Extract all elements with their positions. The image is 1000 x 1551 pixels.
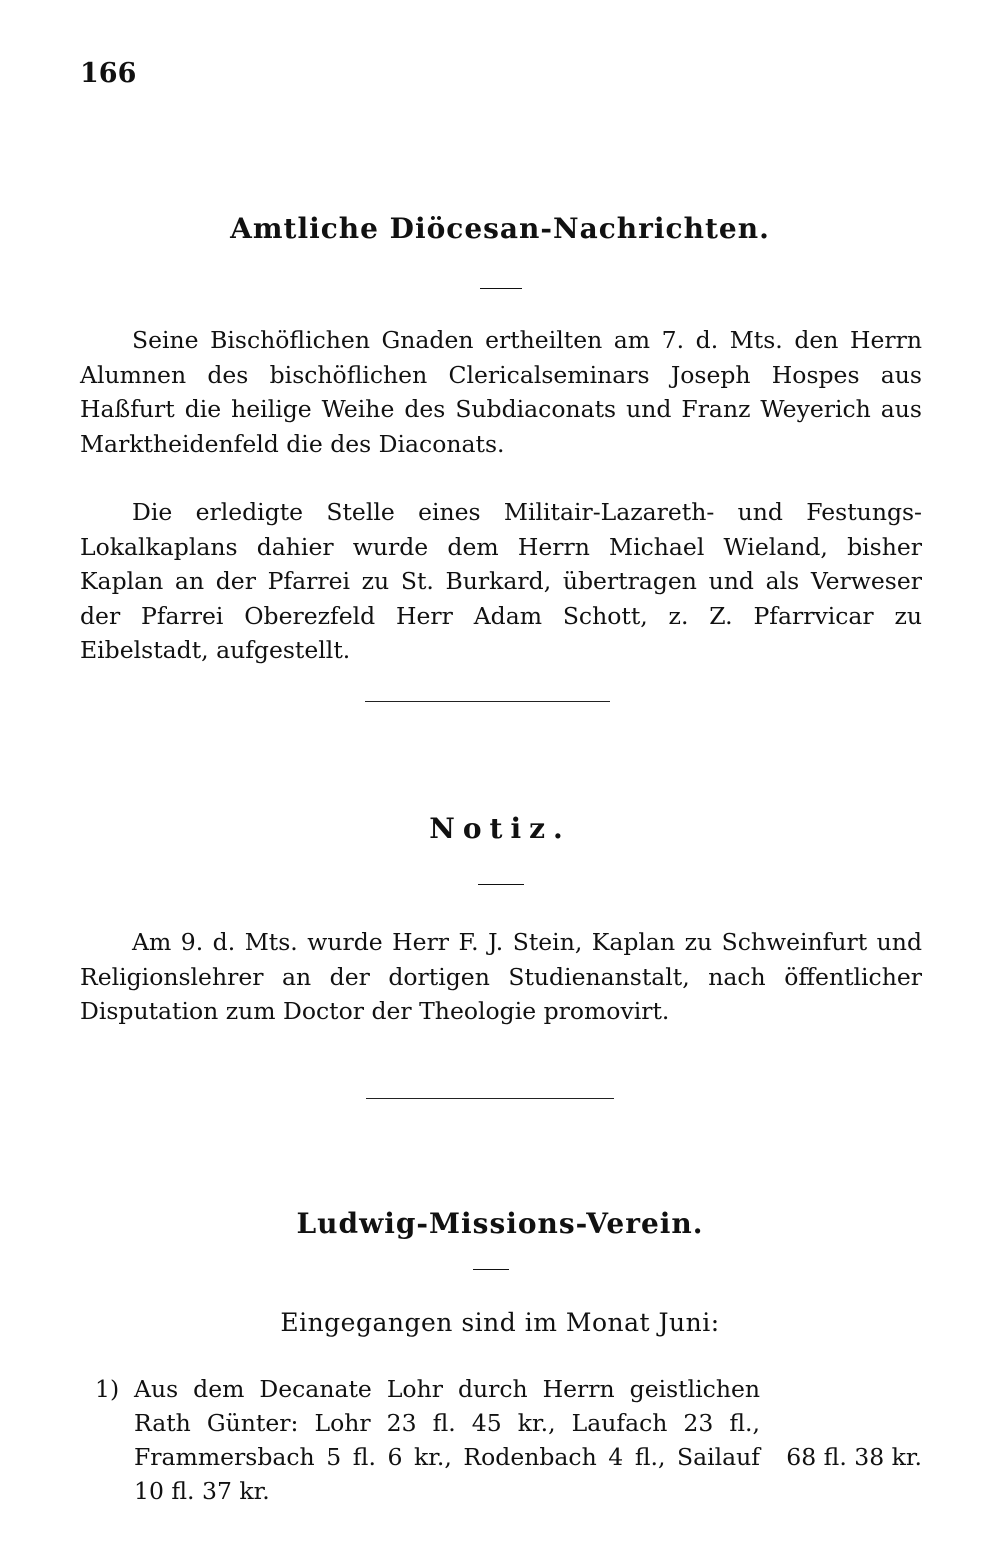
section-title-notice: Notiz. xyxy=(429,812,571,845)
list-item-amount: 68 fl. 38 kr. xyxy=(786,1443,922,1471)
list-item-number: 1) xyxy=(95,1375,120,1403)
section-divider xyxy=(365,701,610,702)
paragraph-doctorate: Am 9. d. Mts. wurde Herr F. J. Stein, Kaplan zu Schweinfurt und Religionslehrer an der dortigen Studienanstalt, nach öffentlicher Disputation zum Doctor der Theologie promovirt. xyxy=(80,928,922,1026)
section-title-mission-society: Ludwig-Missions-Verein. xyxy=(296,1207,704,1240)
receipts-subtitle: Eingegangen sind im Monat Juni: xyxy=(280,1308,720,1337)
page-number: 166 xyxy=(80,58,137,89)
short-divider xyxy=(473,1269,509,1270)
short-divider xyxy=(480,288,522,289)
list-item-text: Aus dem Decanate Lohr durch Herrn geistlichen Rath Günter: Lohr 23 fl. 45 kr., Laufach 23 fl., Frammersbach 5 fl. 6 kr., Rodenbach 4 fl., Sailauf 10 fl. 37 kr. xyxy=(134,1375,760,1505)
paragraph-appointments: Die erledigte Stelle eines Militair-Lazareth- und Festungs-Lokalkaplans dahier wurde dem Herrn Michael Wieland, bisher Kaplan an der Pfarrei zu St. Burkard, übertragen und als Verweser der Pfarrei Oberezfeld Herr Adam Schott, z. Z. Pfarrvicar zu Eibelstadt, aufgestellt. xyxy=(80,498,922,665)
short-divider xyxy=(478,884,524,885)
section-title-diocesan-news: Amtliche Diöcesan-Nachrichten. xyxy=(230,212,770,245)
section-divider xyxy=(366,1098,614,1099)
paragraph-ordinations: Seine Bischöflichen Gnaden ertheilten am 7. d. Mts. den Herrn Alumnen des bischöflichen Clericalseminars Joseph Hospes aus Haßfurt die heilige Weihe des Subdiaconats und Franz Weyerich aus Marktheidenfeld die des Diaconats. xyxy=(80,326,922,458)
